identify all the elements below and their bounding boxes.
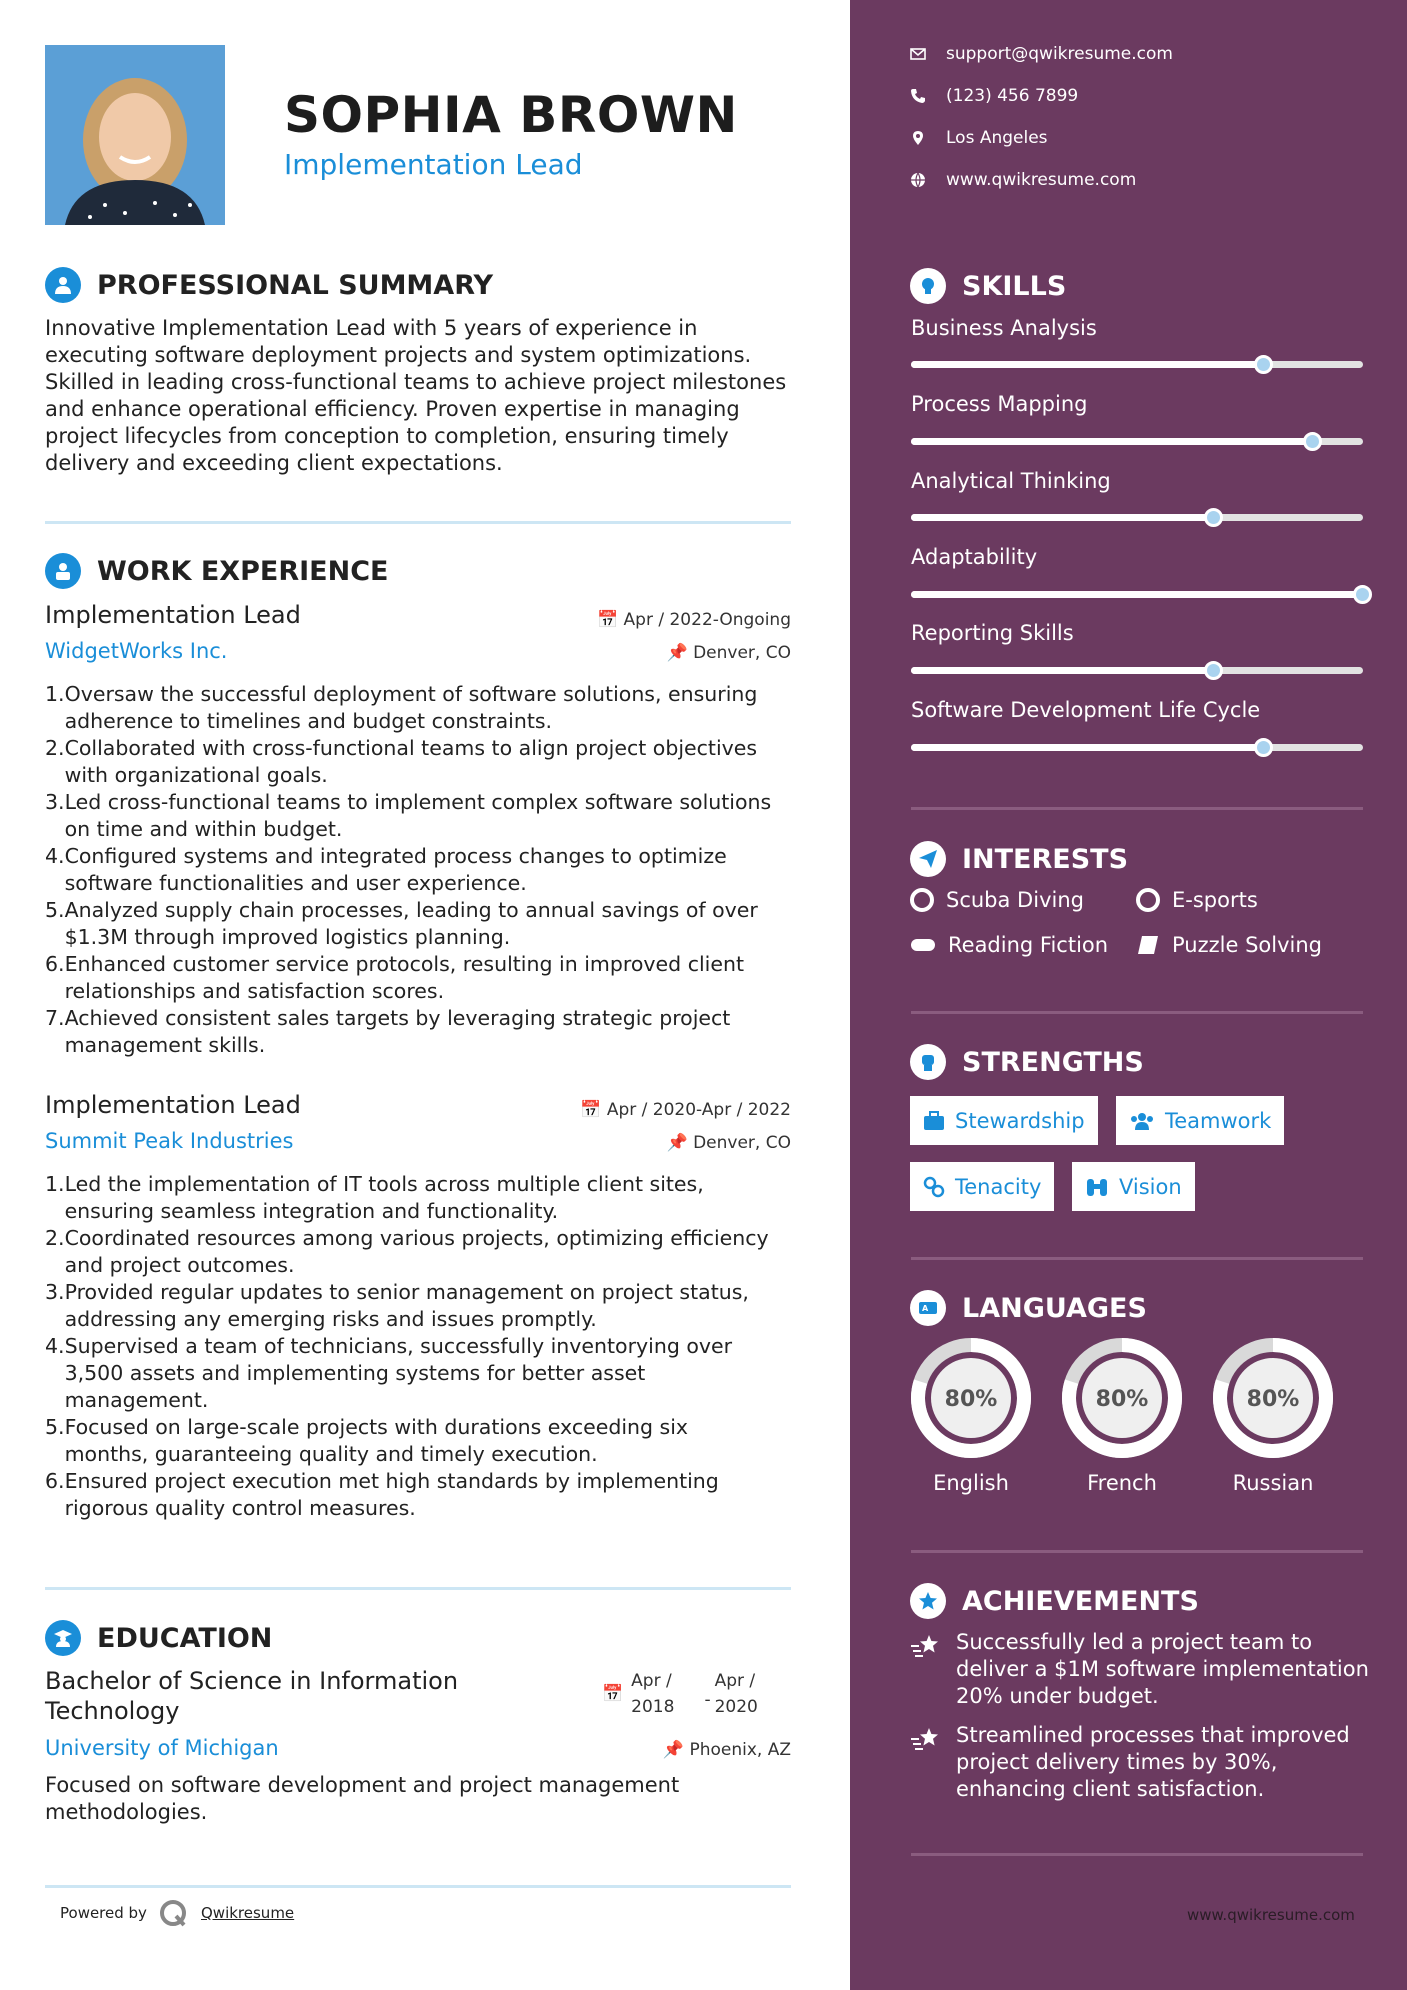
paper-plane-icon: [910, 841, 946, 877]
strength-tag: Teamwork: [1116, 1096, 1284, 1145]
link-icon: [923, 1176, 945, 1198]
job-title: Implementation Lead: [45, 1091, 301, 1119]
skills-heading: SKILLS: [910, 268, 1066, 304]
binoculars-icon: [1085, 1176, 1109, 1198]
divider: [911, 1257, 1363, 1260]
candidate-title: Implementation Lead: [284, 148, 583, 181]
skill-name: Software Development Life Cycle: [911, 698, 1261, 722]
list-item: 2. Collaborated with cross-functional teams to align project objectives with organizational goals.: [45, 736, 758, 787]
skill-bar: [911, 514, 1363, 521]
language-name: French: [1087, 1471, 1157, 1495]
skill-fill: [911, 361, 1264, 368]
divider: [45, 1885, 791, 1888]
divider: [45, 521, 791, 524]
skill-knob: [1254, 355, 1273, 374]
skill-fill: [911, 438, 1313, 445]
list-item: 4. Supervised a team of technicians, successfully inventorying over 3,500 assets and implementing systems for better asset management.: [45, 1334, 733, 1412]
strength-tag: Vision: [1072, 1162, 1195, 1211]
list-item: 4. Configured systems and integrated process changes to optimize software functionalities and user experience.: [45, 844, 727, 895]
user-icon: [45, 267, 81, 303]
degree: Bachelor of Science in Information Technology: [45, 1667, 459, 1725]
graduate-icon: [45, 1620, 81, 1656]
skill-bar: [911, 744, 1363, 751]
job-company: WidgetWorks Inc.: [45, 639, 228, 663]
list-item: 1. Oversaw the successful deployment of software solutions, ensuring adherence to timelines and budget constraints.: [45, 682, 758, 733]
life-ring-icon: [1136, 888, 1160, 912]
skill-knob: [1204, 508, 1223, 527]
job-duties: [45, 1171, 805, 1522]
contact-phone[interactable]: (123) 456 7899: [910, 86, 1078, 106]
powered-by: Powered by: [60, 1904, 147, 1922]
summary-heading: PROFESSIONAL SUMMARY: [45, 267, 493, 303]
list-item: 7. Achieved consistent sales targets by leveraging strategic project management skills.: [45, 1006, 731, 1057]
list-item: 6. Enhanced customer service protocols, resulting in improved client relationships and satisfaction scores.: [45, 952, 744, 1003]
envelope-icon: [910, 46, 926, 62]
skill-bar: [911, 361, 1363, 368]
skill-knob: [1254, 738, 1273, 757]
skill-fill: [911, 667, 1214, 674]
interest-item: E-sports: [1136, 888, 1258, 912]
book-icon: [1136, 934, 1160, 956]
strength-tag: Tenacity: [910, 1162, 1054, 1211]
list-item: 6. Ensured project execution met high standards by implementing rigorous quality control measures.: [45, 1469, 719, 1520]
list-item: 3. Provided regular updates to senior management on project status, addressing any emerging risks and issues promptly.: [45, 1280, 749, 1331]
languages-heading: A LANGUAGES: [910, 1290, 1147, 1326]
list-item: 2. Coordinated resources among various projects, optimizing efficiency and project outcomes.: [45, 1226, 769, 1277]
job-duties: [45, 681, 805, 1059]
language-gauge: [1212, 1337, 1334, 1463]
job-location: 📌 Denver, CO: [666, 1133, 791, 1153]
language-name: English: [933, 1471, 1009, 1495]
contact-website[interactable]: www.qwikresume.com: [910, 170, 1136, 190]
achievements-heading: ACHIEVEMENTS: [910, 1583, 1199, 1619]
job-company: Summit Peak Industries: [45, 1129, 294, 1153]
pin-icon: 📌: [662, 1740, 685, 1760]
skill-knob: [1353, 585, 1372, 604]
list-item: 5. Focused on large-scale projects with durations exceeding six months, guaranteeing quality and timely execution.: [45, 1415, 689, 1466]
language-name: Russian: [1232, 1471, 1314, 1495]
job-date: 📅 Apr / 2022-Ongoing: [596, 610, 791, 630]
lightbulb-icon: [910, 268, 946, 304]
footer-website[interactable]: www.qwikresume.com: [1187, 1906, 1355, 1924]
pin-icon: 📌: [666, 1133, 688, 1153]
skill-fill: [911, 514, 1214, 521]
strengths-heading: STRENGTHS: [910, 1044, 1144, 1080]
divider: [911, 1853, 1363, 1856]
svg-text:80%: 80%: [1095, 1387, 1149, 1412]
calendar-icon: 📅: [602, 1684, 624, 1704]
shooting-star-icon: [910, 1634, 942, 1664]
education-location: 📌 Phoenix, AZ: [662, 1740, 791, 1760]
skill-knob: [1204, 661, 1223, 680]
language-gauge: [910, 1337, 1032, 1463]
achievement-item: Streamlined processes that improved project delivery times by 30%, enhancing client satisfaction.: [956, 1723, 1350, 1801]
phone-icon: [910, 88, 926, 104]
fist-icon: [910, 1044, 946, 1080]
list-item: 3. Led cross-functional teams to implement complex software solutions on time and within budget.: [45, 790, 772, 841]
skill-fill: [911, 744, 1264, 751]
globe-icon: [910, 172, 926, 188]
interest-item: Scuba Diving: [910, 888, 1084, 912]
strength-tag: Stewardship: [910, 1096, 1098, 1145]
life-ring-icon: [910, 888, 934, 912]
map-marker-icon: [910, 130, 926, 146]
pin-icon: 📌: [666, 643, 688, 663]
calendar-icon: 📅: [580, 1100, 602, 1120]
achievement-item: Successfully led a project team to deliver a $1M software implementation 20% under budget.: [956, 1630, 1369, 1708]
star-icon: [910, 1583, 946, 1619]
skill-name: Reporting Skills: [911, 621, 1074, 645]
interest-item: Puzzle Solving: [1136, 933, 1322, 957]
work-heading: WORK EXPERIENCE: [45, 553, 388, 589]
education-heading: EDUCATION: [45, 1620, 272, 1656]
job-location: 📌 Denver, CO: [666, 643, 791, 663]
interest-item: Reading Fiction: [910, 933, 1108, 957]
skill-name: Adaptability: [911, 545, 1038, 569]
skill-name: Analytical Thinking: [911, 469, 1111, 493]
language-icon: [910, 1290, 946, 1326]
school: University of Michigan: [45, 1736, 279, 1760]
divider: [911, 807, 1363, 810]
divider: [911, 1011, 1363, 1014]
contact-email[interactable]: support@qwikresume.com: [910, 44, 1173, 64]
qwikresume-logo-icon: [158, 1898, 188, 1932]
list-item: 1. Led the implementation of IT tools across multiple client sites, ensuring seamless integration and functionality.: [45, 1172, 704, 1223]
skill-bar: [911, 667, 1363, 674]
brand-link[interactable]: Qwikresume: [201, 1904, 295, 1922]
gamepad-icon: [910, 935, 936, 955]
skill-bar: [911, 438, 1363, 445]
job-title: Implementation Lead: [45, 601, 301, 629]
education-desc: Focused on software development and project management methodologies.: [45, 1773, 680, 1824]
svg-text:80%: 80%: [944, 1387, 998, 1412]
skill-name: Business Analysis: [911, 316, 1097, 340]
briefcase-user-icon: [45, 553, 81, 589]
calendar-icon: 📅: [596, 610, 619, 630]
briefcase-icon: [923, 1111, 945, 1131]
svg-text:A: A: [922, 1304, 929, 1313]
users-icon: [1129, 1111, 1155, 1131]
skill-fill: [911, 591, 1363, 598]
skill-name: Process Mapping: [911, 392, 1088, 416]
contact-location: Los Angeles: [910, 128, 1048, 148]
skill-bar: [911, 591, 1363, 598]
divider: [45, 1587, 791, 1590]
candidate-name: SOPHIA BROWN: [284, 86, 738, 144]
shooting-star-icon: [910, 1727, 942, 1757]
divider: [911, 1550, 1363, 1553]
list-item: 5. Analyzed supply chain processes, leading to annual savings of over $1.3M through improved logistics planning.: [45, 898, 758, 949]
summary-text: Innovative Implementation Lead with 5 years of experience in executing software deployment projects and system optimizations. Skilled in leading cross-functional teams to achieve project milestones and enhance operational efficiency. Proven expertise in managing project lifecycles from conception to completion, ensuring timely delivery and exceeding client expectations.: [45, 316, 787, 475]
profile-photo: [45, 45, 225, 225]
job-date: 📅 Apr / 2020-Apr / 2022: [580, 1100, 791, 1120]
education-date: 📅 Apr / 2018 - Apr / 2020: [602, 1671, 758, 1717]
language-gauge: [1061, 1337, 1183, 1463]
interests-heading: INTERESTS: [910, 841, 1128, 877]
svg-text:80%: 80%: [1246, 1387, 1300, 1412]
